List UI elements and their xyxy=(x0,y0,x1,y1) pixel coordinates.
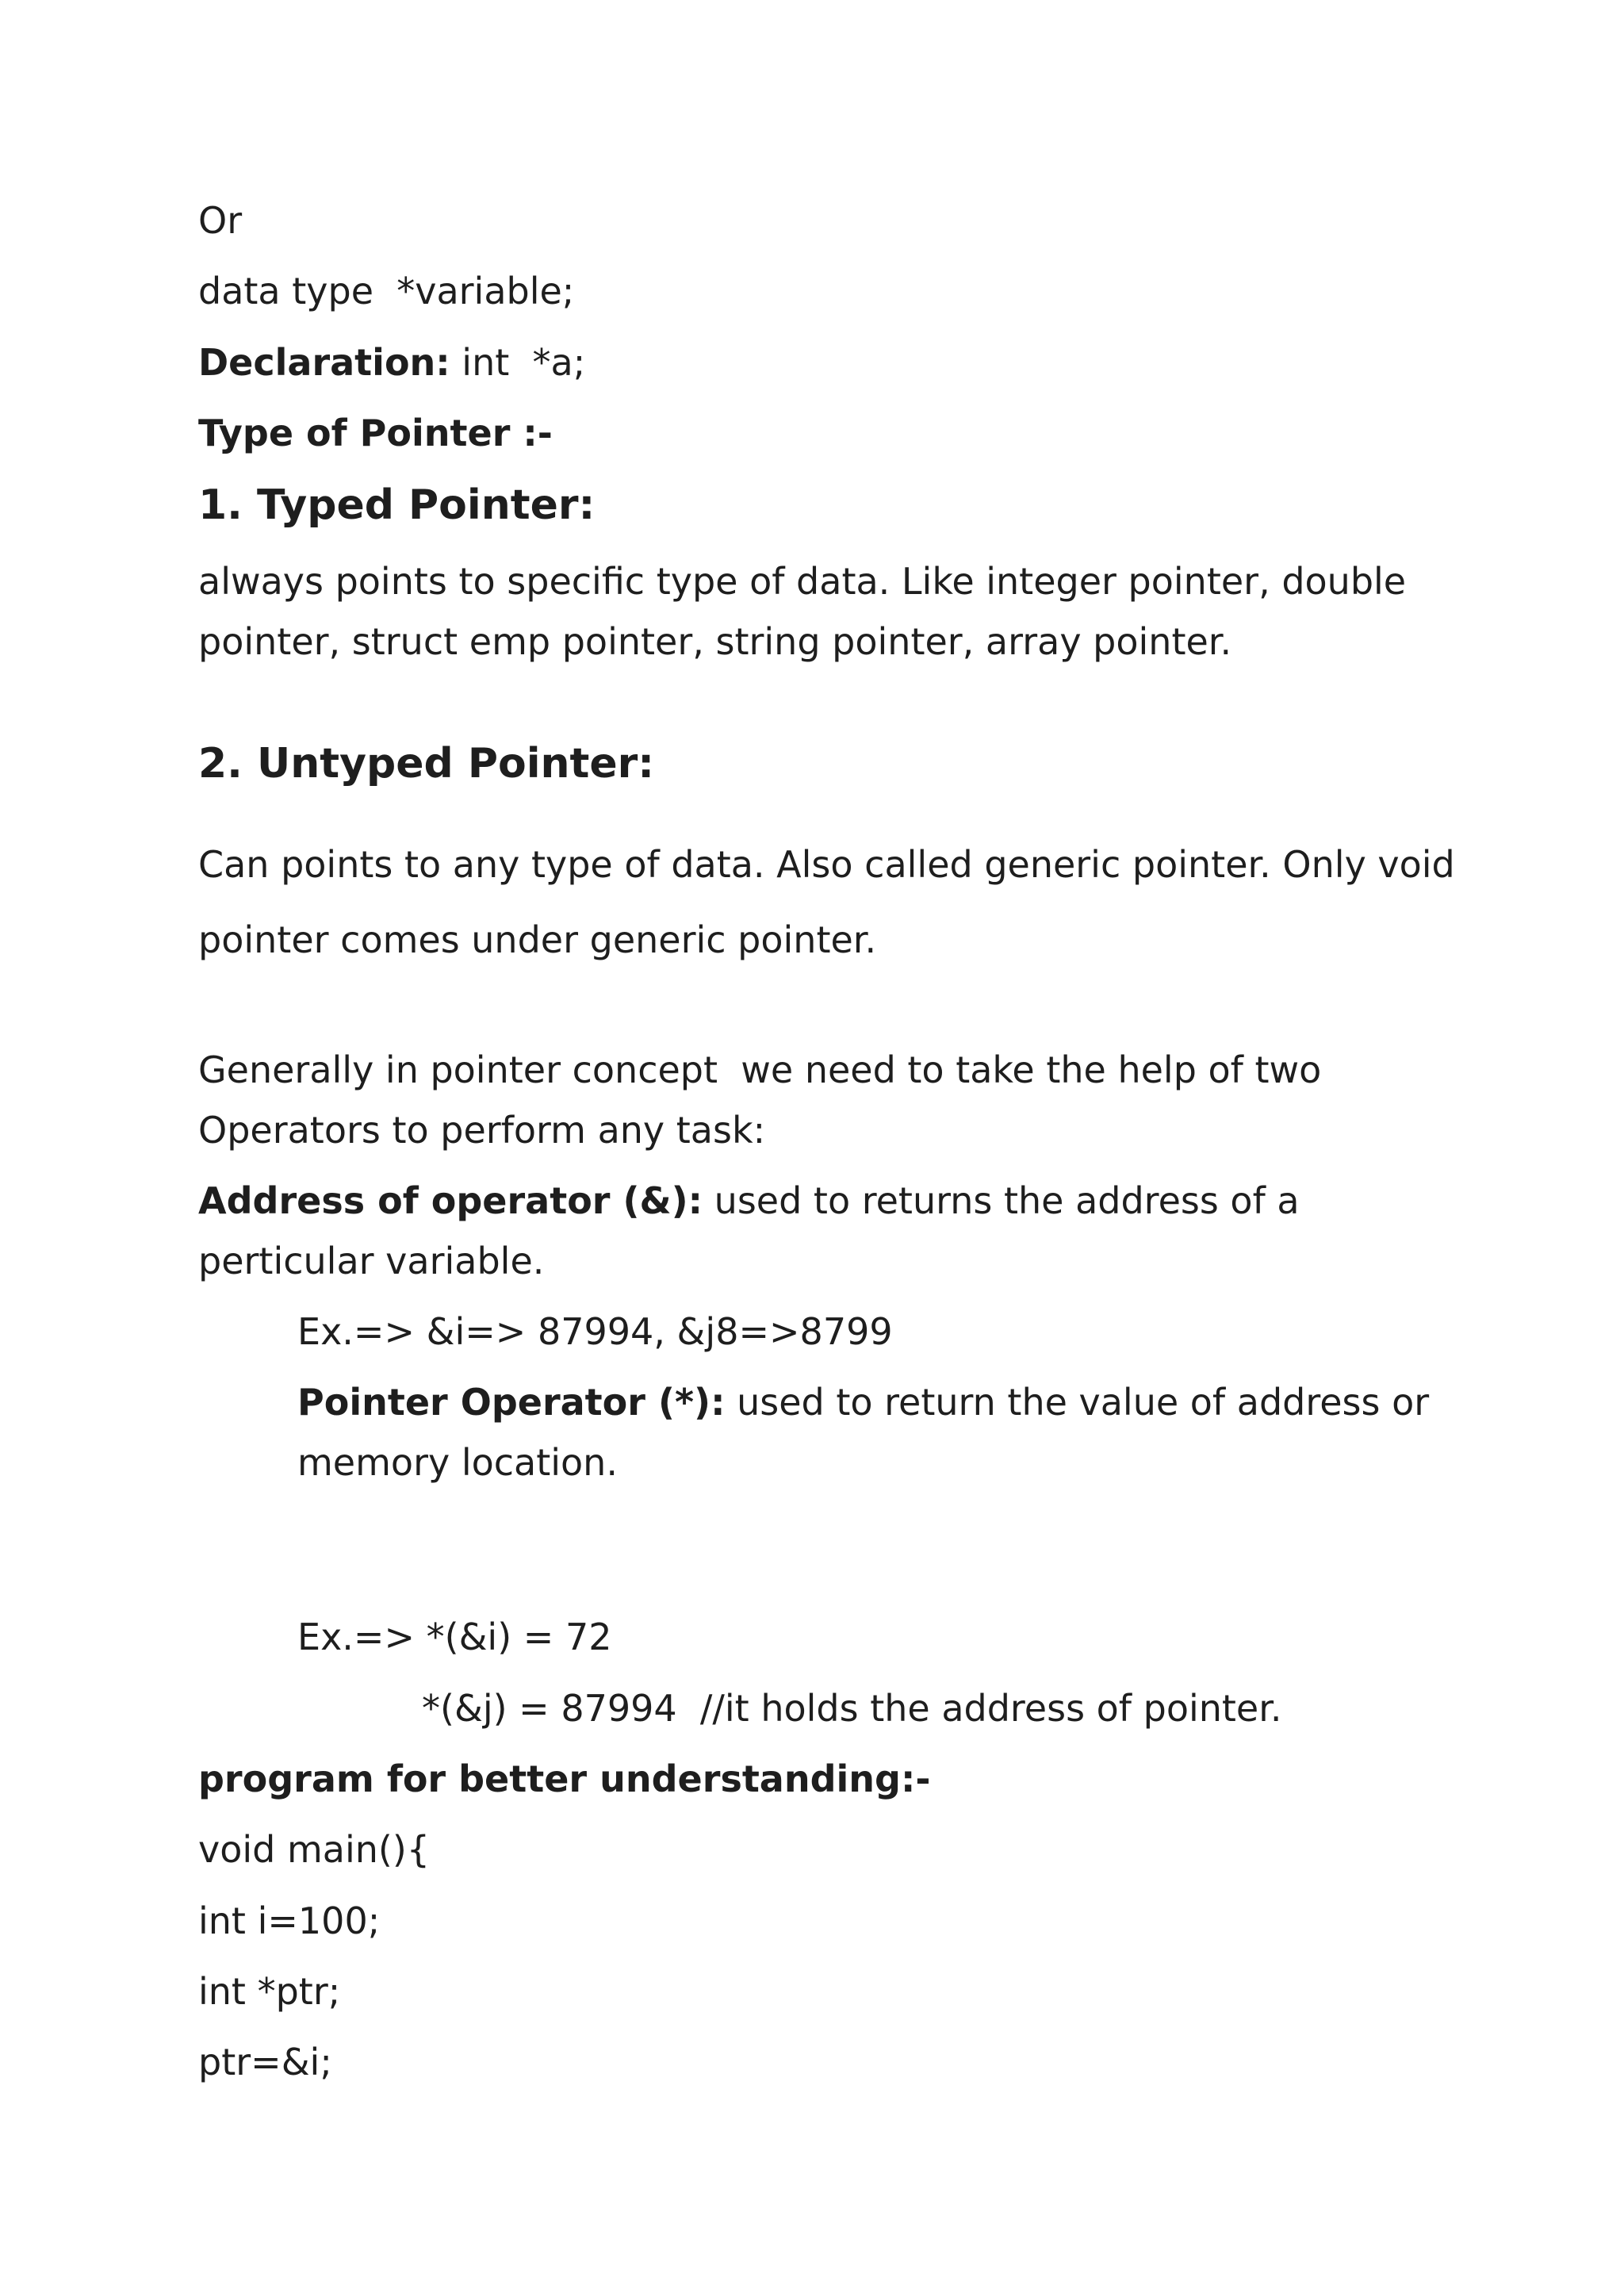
untyped-pointer-desc-1: Can points to any type of data. Also called generic pointer. Only void xyxy=(198,843,1455,886)
code-line-1: void main(){ xyxy=(198,1828,431,1871)
code-line-4: ptr=&i; xyxy=(198,2041,332,2083)
declaration-label: Declaration: xyxy=(198,341,450,384)
address-operator-line xyxy=(198,1171,1300,1231)
pointer-example-1: Ex.=> *(&i) = 72 xyxy=(297,1616,612,1658)
operators-intro-1: Generally in pointer concept we need to take the help of two xyxy=(198,1048,1322,1091)
pointer-operator-label: Pointer Operator (*): xyxy=(297,1381,726,1424)
code-line-3: int *ptr; xyxy=(198,1970,341,2013)
typed-pointer-desc-1: always points to specific type of data. Like integer pointer, double xyxy=(198,560,1407,603)
text-or: Or xyxy=(198,199,243,242)
untyped-pointer-desc-2: pointer comes under generic pointer. xyxy=(198,918,877,961)
address-example: Ex.=> &i=> 87994, &j8=>8799 xyxy=(297,1310,893,1353)
address-operator-desc: used to returns the address of a xyxy=(703,1179,1300,1222)
typed-pointer-heading: 1. Typed Pointer: xyxy=(198,481,596,529)
operators-intro-2: Operators to perform any task: xyxy=(198,1109,766,1152)
program-heading: program for better understanding:- xyxy=(198,1757,931,1800)
types-heading: Type of Pointer :- xyxy=(198,412,553,454)
address-operator-desc-2: perticular variable. xyxy=(198,1240,545,1282)
untyped-pointer-heading: 2. Untyped Pointer: xyxy=(198,740,655,788)
pointer-operator-desc-2: memory location. xyxy=(297,1441,618,1484)
pointer-example-2: *(&j) = 87994 //it holds the address of pointer. xyxy=(422,1687,1282,1730)
pointer-operator-desc: used to return the value of address or xyxy=(725,1381,1430,1424)
typed-pointer-desc-2: pointer, struct emp pointer, string pointer, array pointer. xyxy=(198,620,1232,663)
declaration-line xyxy=(198,332,585,393)
syntax-line: data type *variable; xyxy=(198,270,575,312)
pointer-operator-line xyxy=(297,1372,1429,1432)
code-line-2: int i=100; xyxy=(198,1899,381,1942)
address-operator-label: Address of operator (&): xyxy=(198,1179,703,1222)
declaration-value: int *a; xyxy=(450,341,586,384)
